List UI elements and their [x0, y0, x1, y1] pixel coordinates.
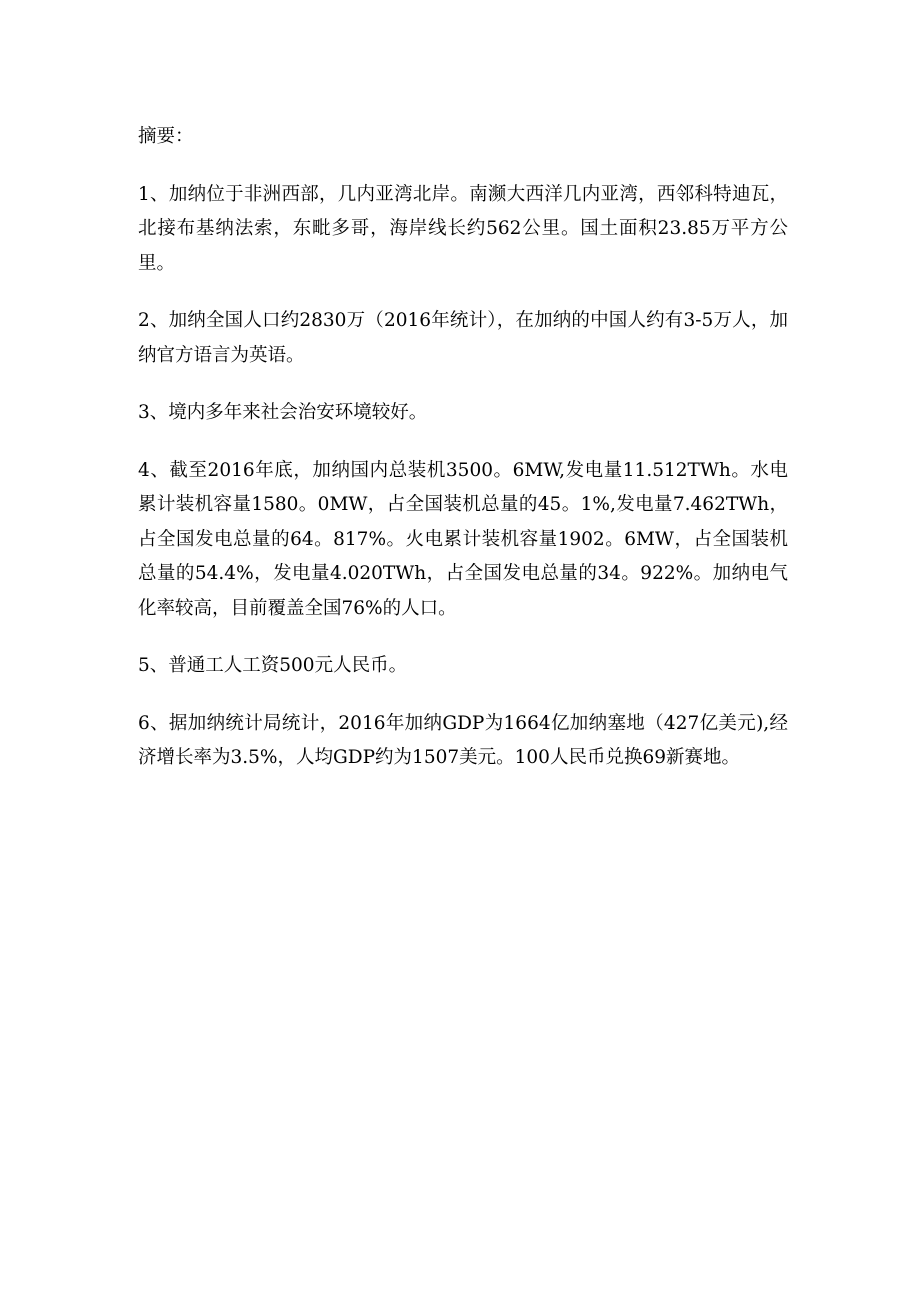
- paragraph-population: 2、加纳全国人口约2830万（2016年统计），在加纳的中国人约有3-5万人，加纳官方语言为英语。: [138, 310, 788, 366]
- abstract-heading: 摘要：: [138, 126, 194, 147]
- paragraph-economy: 6、据加纳统计局统计，2016年加纳GDP为1664亿加纳塞地（427亿美元),经济增长率为3.5%，人均GDP约为1507美元。100人民币兑换69新赛地。: [138, 712, 788, 768]
- paragraph-power: 4、截至2016年底，加纳国内总装机3500。6MW,发电量11.512TWh。水电累计装机容量1580。0MW，占全国装机总量的45。1%,发电量7.462TWh，占全国发电总量的64。817%。火电累计装机容量1902。6MW，占全国装机总量的54.4%，发电量4.020TWh，占全国发电总量的34。922%。加纳电气化率较高，目前覆盖全国76%的人口。: [138, 459, 788, 619]
- document-body: [138, 120, 788, 799]
- paragraph-wages: 5、普通工人工资500元人民币。: [138, 655, 408, 676]
- paragraph-location: 1、加纳位于非洲西部，几内亚湾北岸。南濒大西洋几内亚湾，西邻科特迪瓦，北接布基纳法索，东毗多哥，海岸线长约562公里。国土面积23.85万平方公里。: [138, 183, 788, 274]
- paragraph-security: 3、境内多年来社会治安环境较好。: [138, 402, 428, 423]
